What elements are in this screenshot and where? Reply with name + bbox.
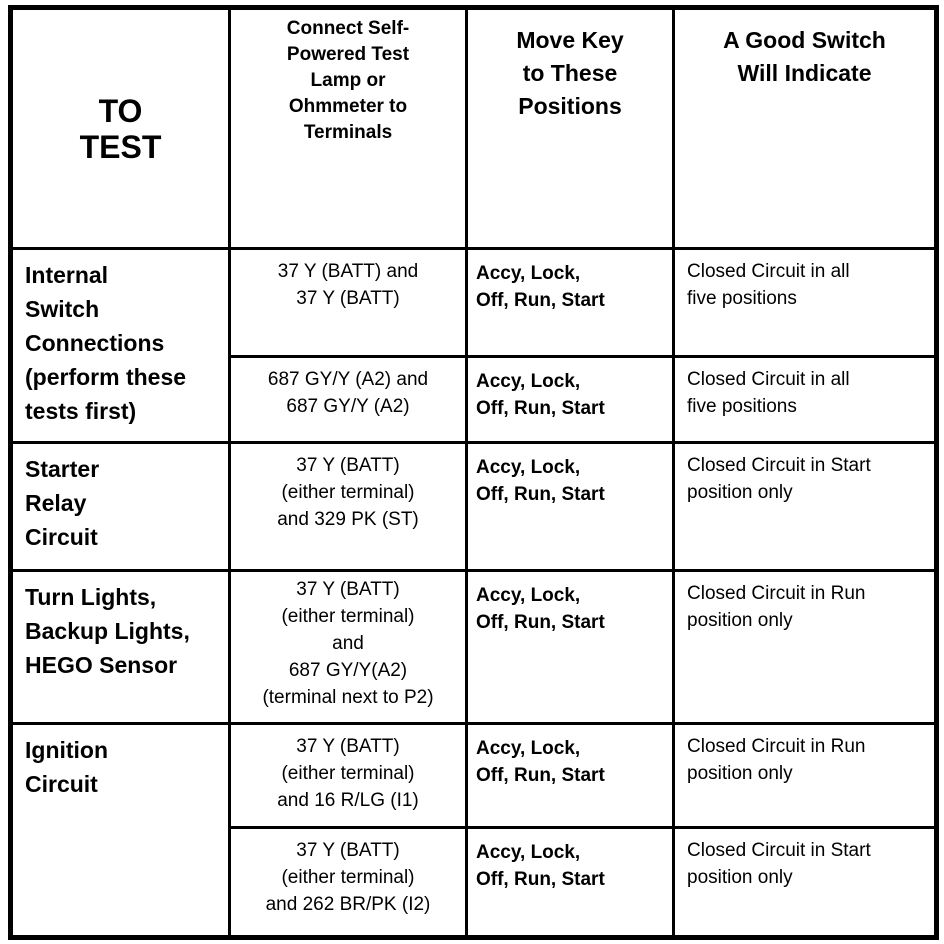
category-line: Circuit — [25, 524, 98, 550]
result-cell — [674, 828, 937, 938]
position-line: Accy, Lock, — [476, 457, 581, 478]
result-line: Closed Circuit in Run — [687, 736, 866, 757]
category-starter-relay — [11, 443, 230, 571]
move-key-header — [467, 8, 674, 249]
result-line: position only — [687, 867, 793, 888]
terminal-line: (either terminal) — [281, 606, 415, 627]
terminal-line: 687 GY/Y (A2) — [286, 396, 410, 417]
position-line: Accy, Lock, — [476, 263, 581, 284]
terminal-line: (either terminal) — [281, 867, 415, 888]
terminal-line: (either terminal) — [281, 763, 415, 784]
terminal-line: 37 Y (BATT) and — [277, 261, 419, 282]
result-line: five positions — [687, 396, 797, 417]
terminals-cell — [230, 571, 467, 724]
category-line: Ignition — [25, 737, 109, 763]
terminals-cell — [230, 249, 467, 357]
terminals-cell — [230, 828, 467, 938]
key-positions-cell — [467, 249, 674, 357]
category-line: Connections — [25, 330, 165, 356]
result-line: Closed Circuit in Start — [687, 840, 871, 861]
result-line: five positions — [687, 288, 797, 309]
terminal-line: 37 Y (BATT) — [296, 579, 400, 600]
result-cell — [674, 724, 937, 828]
position-line: Off, Run, Start — [476, 290, 605, 311]
key-positions-cell — [467, 724, 674, 828]
category-internal-switch — [11, 249, 230, 443]
terminal-line: and 262 BR/PK (I2) — [265, 894, 431, 915]
header-line: Positions — [518, 93, 622, 119]
terminal-line: 37 Y (BATT) — [296, 288, 400, 309]
terminal-line: 687 GY/Y(A2) — [288, 660, 408, 681]
position-line: Accy, Lock, — [476, 585, 581, 606]
key-positions-cell — [467, 357, 674, 443]
terminal-line: 37 Y (BATT) — [296, 736, 400, 757]
to-test-line: TEST — [79, 128, 162, 165]
result-cell — [674, 571, 937, 724]
good-switch-header — [674, 8, 937, 249]
terminal-line: (terminal next to P2) — [262, 687, 434, 708]
header-line: Move Key — [516, 27, 624, 53]
terminals-cell — [230, 357, 467, 443]
header-line: Connect Self- — [286, 18, 410, 39]
result-cell — [674, 249, 937, 357]
table-row — [11, 571, 937, 724]
position-line: Accy, Lock, — [476, 371, 581, 392]
terminal-line: (either terminal) — [281, 482, 415, 503]
category-line: (perform these — [25, 364, 187, 390]
key-positions-cell — [467, 571, 674, 724]
position-line: Accy, Lock, — [476, 738, 581, 759]
table-row — [11, 249, 937, 357]
category-line: Circuit — [25, 771, 98, 797]
position-line: Off, Run, Start — [476, 398, 605, 419]
terminal-line: and 16 R/LG (I1) — [277, 790, 419, 811]
switch-test-table — [8, 5, 939, 940]
header-line: Powered Test — [286, 44, 410, 65]
terminals-cell — [230, 724, 467, 828]
result-cell — [674, 443, 937, 571]
category-line: Backup Lights, — [25, 618, 190, 644]
result-line: Closed Circuit in all — [687, 261, 850, 282]
header-line: Terminals — [303, 122, 393, 143]
category-line: Starter — [25, 456, 100, 482]
result-line: position only — [687, 610, 793, 631]
category-line: HEGO Sensor — [25, 652, 178, 678]
position-line: Off, Run, Start — [476, 612, 605, 633]
position-line: Off, Run, Start — [476, 869, 605, 890]
terminal-line: and — [332, 633, 364, 654]
category-line: Turn Lights, — [25, 584, 157, 610]
header-line: Ohmmeter to — [288, 96, 408, 117]
position-line: Accy, Lock, — [476, 842, 581, 863]
table-row — [11, 443, 937, 571]
result-line: position only — [687, 763, 793, 784]
terminal-line: 37 Y (BATT) — [296, 840, 400, 861]
category-line: tests first) — [25, 398, 137, 424]
to-test-header — [11, 8, 230, 249]
category-line: Switch — [25, 296, 100, 322]
category-line: Internal — [25, 262, 109, 288]
category-turn-lights — [11, 571, 230, 724]
header-row — [11, 8, 937, 249]
category-line: Relay — [25, 490, 87, 516]
table-row — [11, 724, 937, 828]
position-line: Off, Run, Start — [476, 765, 605, 786]
to-test-line: TO — [98, 92, 143, 129]
terminals-cell — [230, 443, 467, 571]
category-ignition-circuit — [11, 724, 230, 938]
key-positions-cell — [467, 828, 674, 938]
result-line: Closed Circuit in all — [687, 369, 850, 390]
position-line: Off, Run, Start — [476, 484, 605, 505]
header-line: Lamp or — [310, 70, 386, 91]
key-positions-cell — [467, 443, 674, 571]
terminal-line: and 329 PK (ST) — [277, 509, 419, 530]
header-line: Will Indicate — [737, 60, 872, 86]
result-cell — [674, 357, 937, 443]
terminal-line: 687 GY/Y (A2) and — [267, 369, 429, 390]
result-line: Closed Circuit in Start — [687, 455, 871, 476]
connect-terminals-header — [230, 8, 467, 249]
result-line: position only — [687, 482, 793, 503]
header-line: A Good Switch — [723, 27, 886, 53]
terminal-line: 37 Y (BATT) — [296, 455, 400, 476]
result-line: Closed Circuit in Run — [687, 583, 866, 604]
header-line: to These — [522, 60, 618, 86]
